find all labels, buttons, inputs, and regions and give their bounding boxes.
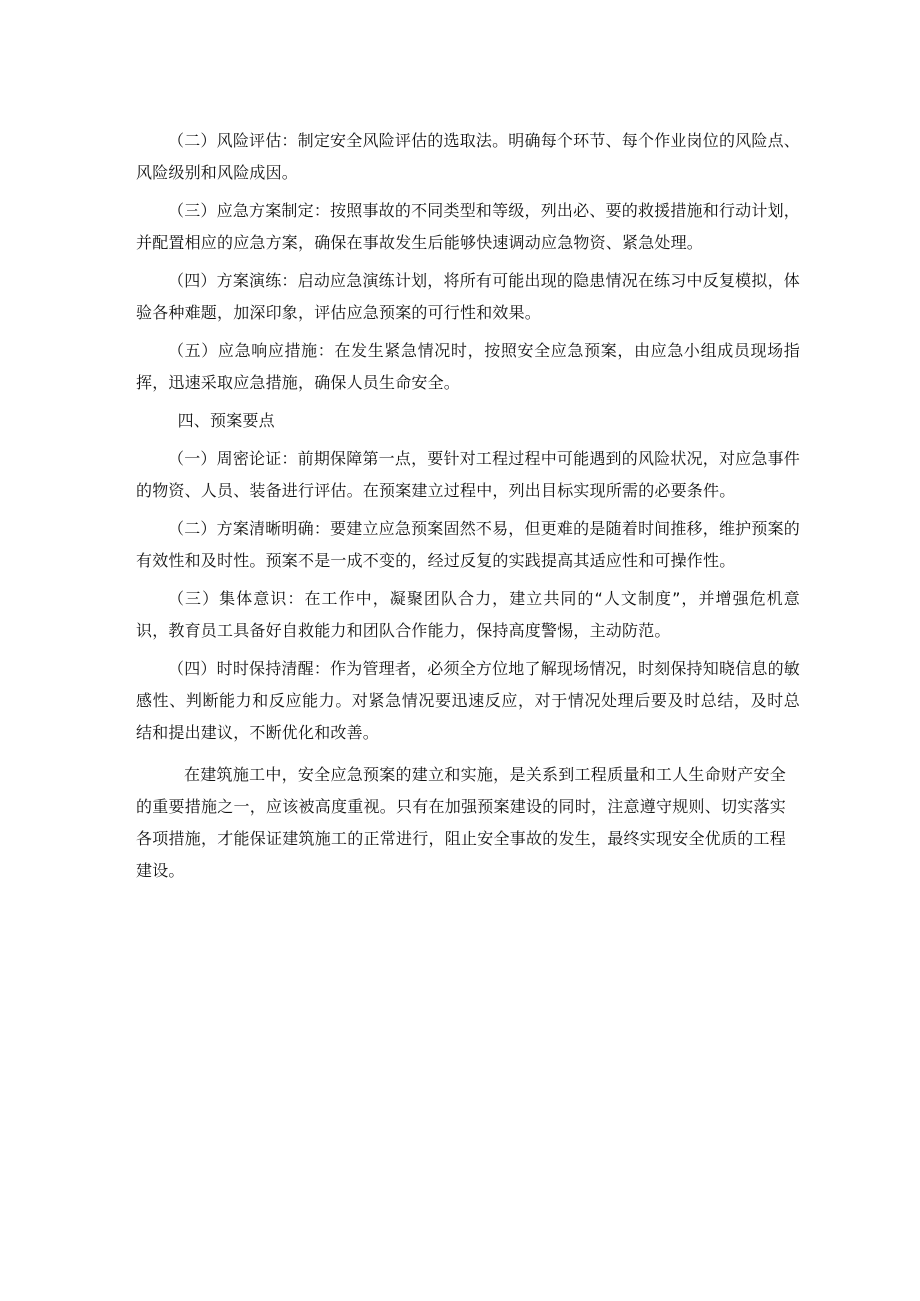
paragraph-stay-alert: （四）时时保持清醒：作为管理者，必须全方位地了解现场情况，时刻保持知晓信息的敏感性、判断能力和反应能力。对紧急情况要迅速反应，对于情况处理后要及时总结，及时总结和提出建议，不断优化和改善。 (136, 659, 800, 742)
paragraph-emergency-response: （五）应急响应措施：在发生紧急情况时，按照安全应急预案，由应急小组成员现场指挥，迅速采取应急措施，确保人员生命安全。 (136, 341, 800, 392)
paragraph-plan-drill: （四）方案演练：启动应急演练计划，将所有可能出现的隐患情况在练习中反复模拟，体验各种难题，加深印象，评估应急预案的可行性和效果。 (136, 271, 800, 322)
paragraph-collective-awareness: （三）集体意识：在工作中，凝聚团队合力，建立共同的“人文制度”，并增强危机意识，教育员工具备好自救能力和团队合作能力，保持高度警惕，主动防范。 (136, 589, 800, 640)
section-heading-plan-key-points: 四、预案要点 (177, 411, 275, 430)
paragraph-emergency-plan-formulation: （三）应急方案制定：按照事故的不同类型和等级，列出必、要的救援措施和行动计划，并配置相应的应急方案，确保在事故发生后能够快速调动应急物资、紧急处理。 (136, 201, 800, 252)
closing-paragraph: 在建筑施工中，安全应急预案的建立和实施，是关系到工程质量和工人生命财产安全的重要措施之一，应该被高度重视。只有在加强预案建设的同时，注意遵守规则、切实落实各项措施，才能保证建筑施工的正常进行，阻止安全事故的发生，最终实现安全优质的工程建设。 (136, 765, 786, 880)
paragraph-risk-assessment: （二）风险评估：制定安全风险评估的选取法。明确每个环节、每个作业岗位的风险点、风险级别和风险成因。 (136, 131, 800, 182)
paragraph-clear-plan: （二）方案清晰明确：要建立应急预案固然不易，但更难的是随着时间推移，维护预案的有效性和及时性。预案不是一成不变的，经过反复的实践提高其适应性和可操作性。 (136, 519, 800, 570)
paragraph-thorough-demonstration: （一）周密论证：前期保障第一点，要针对工程过程中可能遇到的风险状况，对应急事件的物资、人员、装备进行评估。在预案建立过程中，列出目标实现所需的必要条件。 (136, 449, 800, 500)
document-body (136, 125, 800, 887)
